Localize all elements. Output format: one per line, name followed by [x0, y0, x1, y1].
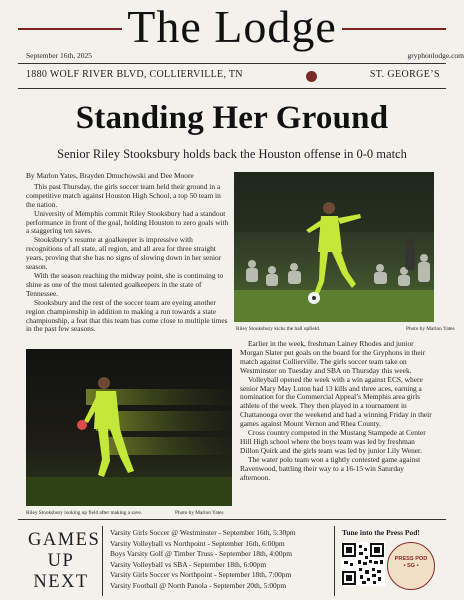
press-pod-logo[interactable]: [387, 542, 435, 590]
press-pod-logo-sub: • SG •: [403, 562, 419, 569]
article-headline: Standing Her Ground: [75, 100, 389, 136]
games-label-line: NEXT: [33, 572, 89, 592]
issue-date: September 16th, 2025: [26, 51, 93, 60]
article-column-right: [240, 340, 432, 483]
games-label-line: GAMES: [28, 530, 101, 550]
games-divider: [102, 526, 103, 596]
games-up-next-box: [18, 519, 446, 599]
school-address: 1880 WOLF RIVER BLVD, COLLIERVILLE, TN: [26, 69, 243, 80]
photo1-credit: Photo by Marlon Yates: [406, 326, 455, 332]
paragraph: Cross country competed in the Mustang Stampede at Center Hill High school where the boys team was led by freshman Dillon Quirk and the girls team was led by junior Lily Wener.: [240, 428, 426, 455]
photo2-caption: Riley Stooksbury looking up field after making a save.: [26, 510, 143, 516]
photo-goalkeeper-kick-image: [234, 172, 434, 322]
article-column-left: [26, 172, 230, 334]
games-label-line: UP: [47, 551, 75, 571]
game-item: Boys Varsity Golf @ Timber Truss - September 18th, 4:00pm: [110, 549, 293, 558]
paragraph: Volleyball opened the week with a win against ECS, where senior Mary May Luton had 13 kills and three aces, earning a nomination for the Commercial Appeal’s Memphis area girls athlete of the week. They then played in a tournament in Chattanooga over the weekend and had a winning Friday in their games against Mount Vernon and Rhea County.: [240, 374, 432, 429]
paragraph: This past Thursday, the girls soccer team held their ground in a competitive match against Houston High School, a top 50 team in the nation.: [26, 181, 221, 209]
masthead: [18, 1, 446, 56]
press-pod-label: Tune into the Press Pod!: [342, 528, 420, 537]
press-pod-logo-text: [388, 556, 434, 569]
address-bullet: [306, 71, 317, 82]
website-link[interactable]: gryphonlodge.com: [407, 51, 464, 60]
paragraph: Earlier in the week, freshman Lainey Rhodes and junior Morgan Slater put goals on the board for the Gryphons in their match against Collierville. The girls soccer team take on Westminster on Tuesday and SBA on Thursday this week.: [240, 339, 426, 375]
article-byline: By Marlon Yates, Brayden Dmuchowski and Dee Moore: [26, 171, 194, 180]
photo2-credit: Photo by Marlon Yates: [175, 510, 224, 516]
game-item: Varsity Football @ North Panola - September 20th, 5:00pm: [110, 580, 287, 590]
game-item: Varsity Volleyball vs Northpoint - September 16th, 6:00pm: [110, 538, 285, 548]
qr-code-icon[interactable]: [341, 542, 385, 586]
divider-top: [18, 63, 446, 64]
masthead-rule-right: [342, 28, 446, 30]
masthead-title: The Lodge: [127, 1, 337, 52]
paragraph: Stooksbury’s resume at goalkeeper is impressive with recognitions of all state, all region, and all area for three straight years, proving that she has no signs of slowing down in her senior season.: [26, 235, 222, 272]
paragraph: With the season reaching the midway point, she is continuing to shine as one of the most talented goalkeepers in the state of Tennessee.: [26, 270, 224, 298]
game-item: Varsity Volleyball vs SBA - September 18th, 6:00pm: [110, 559, 267, 569]
photo-goalkeeper-kick: [234, 172, 434, 322]
photo1-caption: Riley Stooksbury kicks the ball upfield.: [236, 326, 321, 332]
photo-goalkeeper-save: [26, 349, 232, 506]
photo-goalkeeper-save-image: [26, 349, 232, 506]
qr-code-graphic: [341, 542, 385, 586]
school-name: ST. GEORGE’S: [369, 69, 440, 80]
address-bar: [26, 69, 446, 85]
press-pod-logo-title: PRESS POD: [394, 556, 428, 562]
paragraph: University of Memphis commit Riley Stooksbury had a standout performance in front of the goal, holding Houston to zero goals with a staggering ten saves.: [26, 208, 229, 236]
games-schedule-list: [110, 528, 296, 591]
games-up-next-label: [28, 530, 101, 593]
press-pod-divider: [334, 526, 335, 596]
article-subheadline: Senior Riley Stooksbury holds back the Houston offense in 0-0 match: [57, 147, 407, 161]
game-item: Varsity Girls Soccer @ Westminster - September 16th, 5:30pm: [110, 528, 296, 537]
game-item: Varsity Girls Soccer vs Northpoint - September 18th, 7:00pm: [110, 570, 292, 579]
divider-bottom: [18, 88, 446, 89]
paragraph: Stooksbury and the rest of the soccer team are eyeing another region championship in addition to making a run towards a state championship, a feat that this team has come close to multiple times in the past few seasons.: [26, 297, 228, 334]
paragraph: The water polo team won a tightly contested game against Ravenwood, battling their way to a 16-15 win Saturday afternoon.: [240, 454, 421, 482]
